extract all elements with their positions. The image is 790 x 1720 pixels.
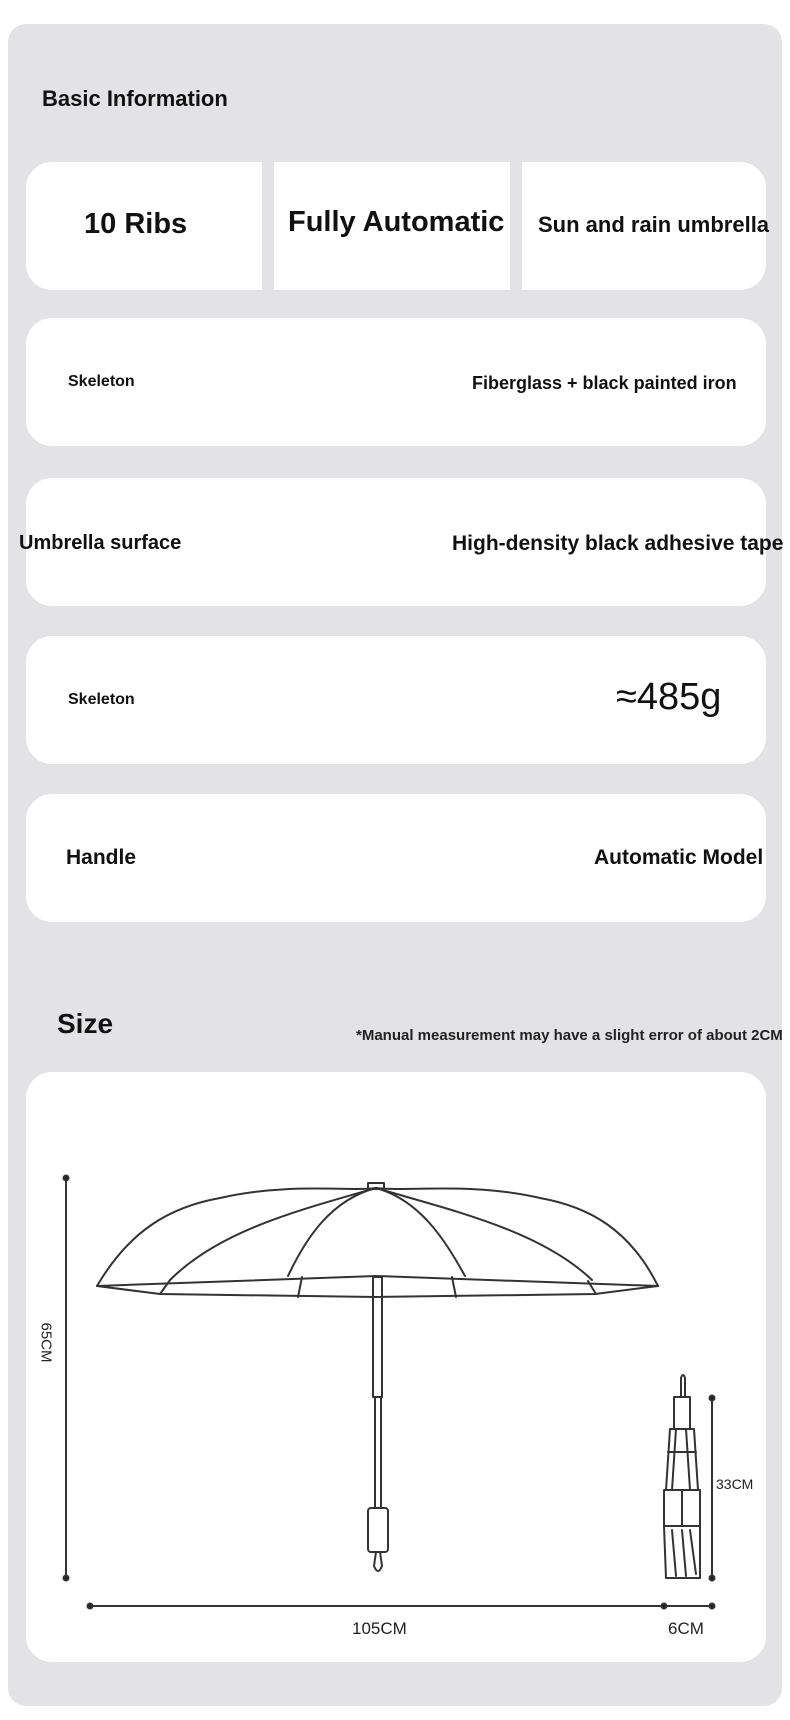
size-heading: Size bbox=[57, 1008, 114, 1039]
canopy-outline bbox=[97, 1188, 658, 1286]
feature-ribs: 10 Ribs bbox=[84, 208, 188, 240]
folded-width-label: 6CM bbox=[668, 1619, 704, 1638]
folded-length-label: 33CM bbox=[716, 1476, 754, 1492]
spec-label: Skeleton bbox=[68, 691, 135, 708]
feature-automatic: Fully Automatic bbox=[288, 206, 505, 238]
open-height-label: 65CM bbox=[37, 1322, 55, 1363]
spec-value: Fiberglass + black painted iron bbox=[472, 373, 737, 393]
spec-label: Handle bbox=[66, 846, 137, 869]
spec-value: Automatic Model bbox=[594, 846, 764, 869]
spec-label: Umbrella surface bbox=[19, 532, 182, 554]
spec-value: ≈485g bbox=[616, 676, 722, 718]
open-width-label: 105CM bbox=[352, 1619, 407, 1638]
basic-info-heading: Basic Information bbox=[42, 86, 228, 111]
spec-value: High-density black adhesive tape bbox=[452, 532, 784, 555]
feature-sun-rain: Sun and rain umbrella bbox=[538, 212, 770, 237]
measurement-note: *Manual measurement may have a slight error of about 2CM bbox=[356, 1027, 783, 1044]
spec-label: Skeleton bbox=[68, 373, 135, 390]
